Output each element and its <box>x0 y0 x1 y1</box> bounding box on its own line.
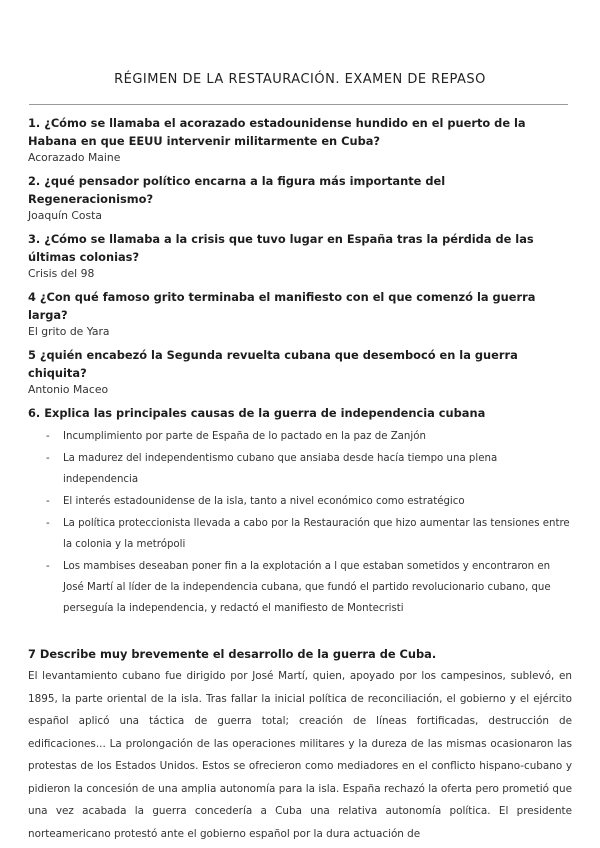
question-5: 5 ¿quién encabezó la Segunda revuelta cubana que desembocó en la guerra chiquita? <box>28 348 518 380</box>
list-item: - La madurez del independentismo cubano que ansiaba desde hacía tiempo una plena independencia <box>46 448 572 490</box>
document-body <box>28 114 572 845</box>
question-3: 3. ¿Cómo se llamaba a la crisis que tuvo lugar en España tras la pérdida de las últimas colonias? <box>28 232 534 264</box>
question-1: 1. ¿Cómo se llamaba el acorazado estadounidense hundido en el puerto de la Habana en que EEUU intervenir militarmente en Cuba? <box>28 116 526 148</box>
list-item: - Los mambises deseaban poner fin a la explotación a l que estaban sometidos y encontraron en José Martí al líder de la independencia cubana, que fundó el partido revolucionario cubano, que perseguía la independencia, y redactó el manifiesto de Montecristi <box>46 556 572 619</box>
answer-1: Acorazado Maine <box>28 151 121 164</box>
list-item: - La política proteccionista llevada a cabo por la Restauración que hizo aumentar las tensiones entre la colonia y la metrópoli <box>46 513 572 555</box>
answer-2: Joaquín Costa <box>28 209 102 222</box>
answer-3: Crisis del 98 <box>28 267 95 280</box>
answer-5: Antonio Maceo <box>28 383 109 396</box>
question-6: 6. Explica las principales causas de la guerra de independencia cubana <box>28 406 486 420</box>
document-title: RÉGIMEN DE LA RESTAURACIÓN. EXAMEN DE REPASO <box>114 72 486 87</box>
question-2: 2. ¿qué pensador político encarna a la figura más importante del Regeneracionismo? <box>28 174 446 206</box>
answer-4: El grito de Yara <box>28 325 110 338</box>
question-7: 7 Describe muy brevemente el desarrollo de la guerra de Cuba. <box>28 647 437 661</box>
causes-list <box>28 426 572 619</box>
question-4: 4 ¿Con qué famoso grito terminaba el manifiesto con el que comenzó la guerra larga? <box>28 290 536 322</box>
list-item: - El interés estadounidense de la isla, tanto a nivel económico como estratégico <box>46 491 572 512</box>
title-divider <box>29 104 568 105</box>
answer-7-paragraph: El levantamiento cubano fue dirigido por José Martí, quien, apoyado por los campesinos, sublevó, en 1895, la parte oriental de la isla. Tras fallar la inicial política de reconciliación, el gobierno y el ejército español aplicó una táctica de guerra total; creación de líneas fortificadas, destrucción de edificaciones... La prolongación de las operaciones militares y la dureza de las mismas ocasionaron las protestas de los Estados Unidos. Estos se ofrecieron como mediadores en el conflicto hispano-cubano y pidieron la concesión de una amplia autonomía para la isla. España rechazó la oferta pero prometió que una vez acabada la guerra concedería a Cuba una relativa autonomía política. El presidente norteamericano protestó ante el gobierno español por la dura actuación de <box>28 670 572 840</box>
list-item: - Incumplimiento por parte de España de lo pactado en la paz de Zanjón <box>46 426 572 447</box>
